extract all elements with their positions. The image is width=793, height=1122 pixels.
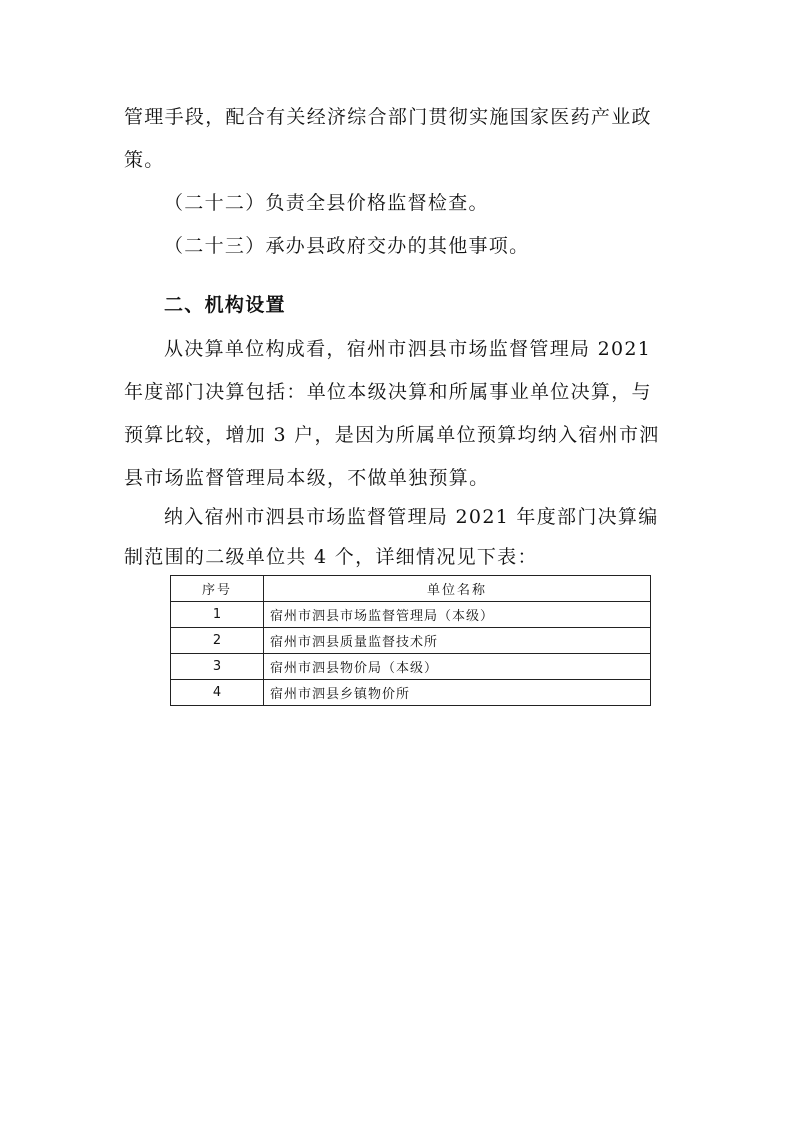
section-heading: 二、机构设置 <box>164 294 286 316</box>
paragraph-line: 纳入宿州市泗县市场监督管理局 2021 年度部门决算编 <box>164 506 659 528</box>
row-unit-name: 宿州市泗县市场监督管理局（本级） <box>264 602 651 628</box>
paragraph-line: 管理手段，配合有关经济综合部门贯彻实施国家医药产业政 <box>124 106 652 128</box>
row-number: 1 <box>171 602 264 628</box>
table-row <box>171 628 651 654</box>
table-header-row <box>171 576 651 602</box>
table-row <box>171 602 651 628</box>
paragraph-line: 年度部门决算包括：单位本级决算和所属事业单位决算，与 <box>124 381 652 403</box>
row-number: 4 <box>171 680 264 706</box>
row-unit-name: 宿州市泗县质量监督技术所 <box>264 628 651 654</box>
header-serial: 序号 <box>171 576 264 602</box>
paragraph-line: 县市场监督管理局本级，不做单独预算。 <box>124 467 490 489</box>
paragraph-line: 预算比较，增加 3 户，是因为所属单位预算均纳入宿州市泗 <box>124 424 660 446</box>
row-number: 3 <box>171 654 264 680</box>
table-row <box>171 654 651 680</box>
paragraph-line: 策。 <box>124 149 165 171</box>
row-number: 2 <box>171 628 264 654</box>
paragraph-item-23: （二十三）承办县政府交办的其他事项。 <box>164 235 530 257</box>
row-unit-name: 宿州市泗县乡镇物价所 <box>264 680 651 706</box>
row-unit-name: 宿州市泗县物价局（本级） <box>264 654 651 680</box>
paragraph-line: 制范围的二级单位共 4 个，详细情况见下表： <box>124 546 538 568</box>
table-row <box>171 680 651 706</box>
paragraph-line: 从决算单位构成看，宿州市泗县市场监督管理局 2021 <box>164 338 652 360</box>
paragraph-item-22: （二十二）负责全县价格监督检查。 <box>164 192 489 214</box>
header-unit-name: 单位名称 <box>264 576 651 602</box>
units-table <box>170 575 651 706</box>
